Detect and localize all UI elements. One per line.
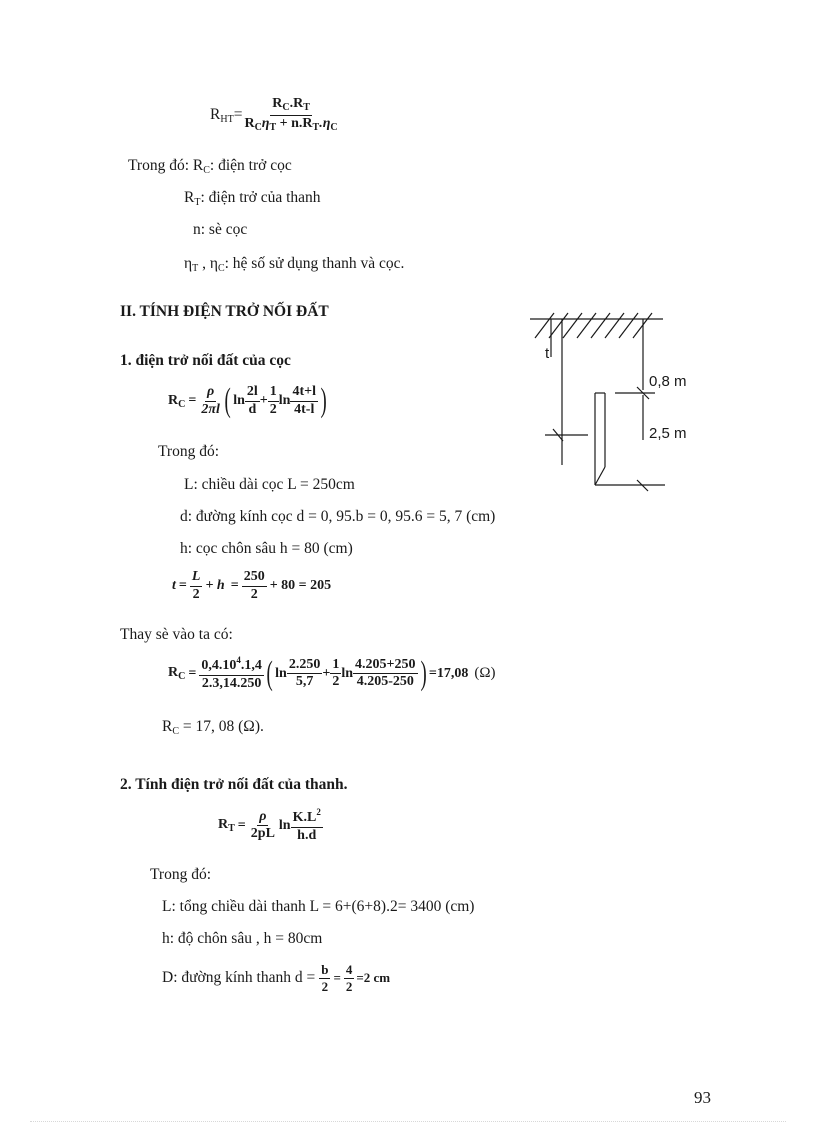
legend2-intro: Trong đó: [158,443,220,460]
label-t: t [545,345,550,362]
rc-result: $R_C = 17$, 08 (Ω). [162,718,264,737]
legend3-h: h: độ chôn sâu , h = 80cm [162,930,323,947]
formula-rt: $R_T$ = $\frac{\rho}{2pL}$ ln $\frac{K.L^2}{h.d}$ [218,807,321,843]
footer-divider [30,1121,786,1122]
section-2-title: II. TÍNH ĐIỆN TRỞ NỐI ĐẤT [120,303,329,320]
thay-line: Thay sè vào ta có: [120,626,233,643]
legend2-l: L: chiều dài cọc L = 250cm [184,476,355,493]
formula-rht: $R_{HT}=$ $\frac{R_C.R_T}{R_C\eta_T + n.R_T.\eta_C}$ [210,96,338,133]
legend1-eta: $\eta_T$ , $\eta_C$: hệ số sử dụng thanh và cọc. [184,255,405,274]
subsection-2-title: 2. Tính điện trở nối đất của thanh. [120,776,348,793]
legend2-d: d: đường kính cọc d = 0, 95.b = 0, 95.6 = 5, 7 (cm) [180,508,496,525]
legend1-rt: $R_T$: điện trở của thanh [184,189,321,208]
legend3-l: L: tổng chiều dài thanh L = 6+(6+8).2= 3400 (cm) [162,898,475,915]
ground-hatch [535,313,652,338]
legend3-intro: Trong đó: [150,866,212,883]
page-number: 93 [694,1088,711,1107]
formula-t: t = $\frac{L}{2}$ + h = $\frac{250}{2}$ + 80 = 205 [172,569,332,602]
formula-rc: $R_C$ = $\frac{\rho}{2\pi l}$ ( ln $\frac{2l}{d}$ + $\frac{1}{2}$ ln $\frac{4t+l}{4t-l}$ ) [168,382,327,419]
legend1-n: n: sè cọc [193,221,248,238]
legend2-h: h: cọc chôn sâu h = 80 (cm) [180,540,353,557]
rht-fraction: $\frac{R_C.R_T}{R_C\eta_T + n.R_T.\eta_C}$ [244,96,338,133]
grounding-rod-diagram [525,305,705,505]
formula-rc-numeric: $R_C$ = $\frac{0,4.10^4.1,4}{2.3,14.250}$ ( ln $\frac{2.250}{5,7}$ + $\frac{1}{2}$ ln $\frac{4.205+250}{4.205-250}$ ) =17,08 (Ω) [168,654,496,692]
legend3-d: D: đường kính thanh d = $\frac{b}{2}$ = $\frac{4}{2}$ =2 cm [162,962,391,994]
subsection-1-title: 1. điện trở nối đất của cọc [120,352,291,369]
legend1-rc: Trong đó: $R_C$: điện trở cọc [128,157,292,176]
label-08: 0,8 m [649,373,687,390]
label-25: 2,5 m [649,425,687,442]
